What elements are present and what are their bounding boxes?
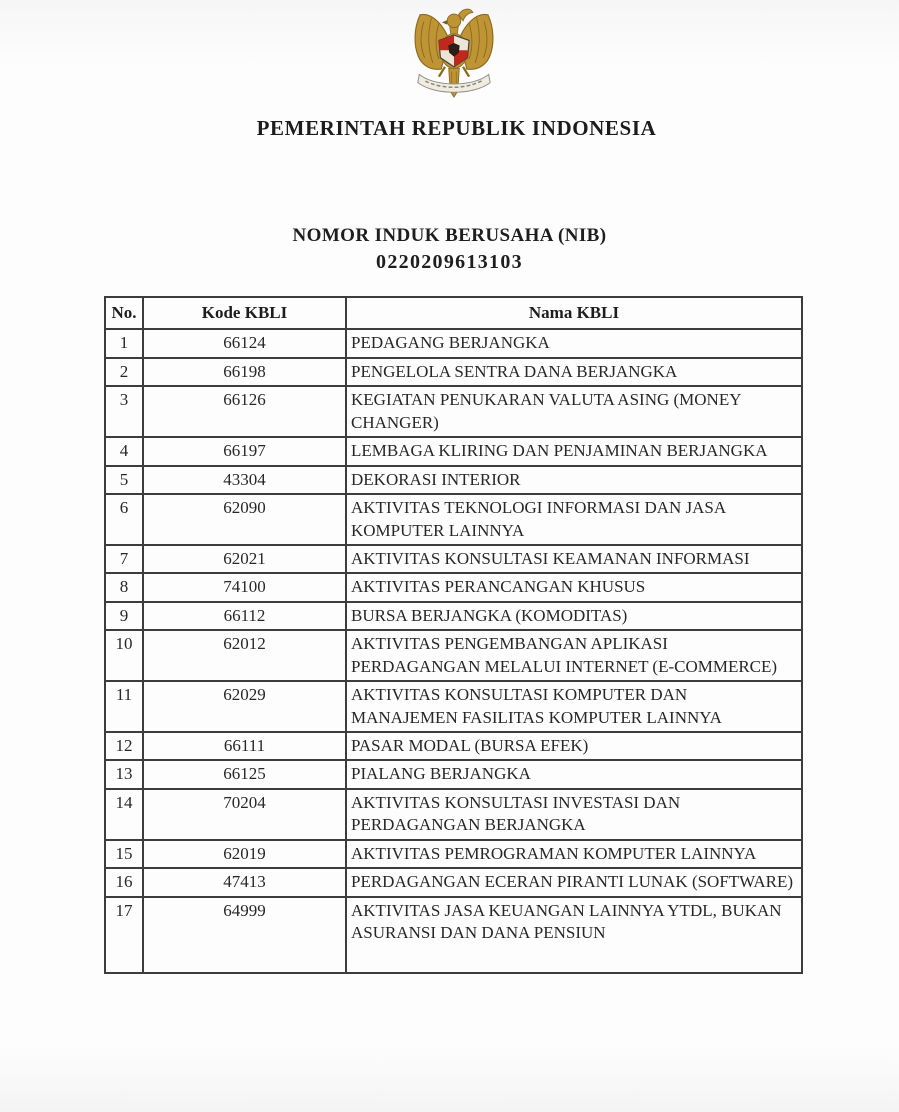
kbli-name: AKTIVITAS JASA KEUANGAN LAINNYA YTDL, BUKAN ASURANSI DAN DANA PENSIUN [346, 897, 802, 973]
kbli-code: 70204 [143, 789, 346, 840]
table-row [105, 386, 802, 437]
kbli-code: 66112 [143, 602, 346, 630]
row-number: 7 [105, 545, 143, 573]
table-row [105, 868, 802, 896]
row-number: 9 [105, 602, 143, 630]
kbli-code: 62012 [143, 630, 346, 681]
row-number: 1 [105, 329, 143, 357]
kbli-name: AKTIVITAS KONSULTASI INVESTASI DAN PERDAGANGAN BERJANGKA [346, 789, 802, 840]
kbli-code: 66126 [143, 386, 346, 437]
kbli-code: 62021 [143, 545, 346, 573]
kbli-name: PEDAGANG BERJANGKA [346, 329, 802, 357]
table-row [105, 630, 802, 681]
row-number: 5 [105, 466, 143, 494]
document-title: NOMOR INDUK BERUSAHA (NIB) [292, 225, 607, 246]
kbli-code: 74100 [143, 573, 346, 601]
row-number: 14 [105, 789, 143, 840]
row-number: 10 [105, 630, 143, 681]
column-header-kode: Kode KBLI [143, 297, 346, 329]
kbli-name: AKTIVITAS KONSULTASI KEAMANAN INFORMASI [346, 545, 802, 573]
row-number: 2 [105, 358, 143, 386]
kbli-name: AKTIVITAS KONSULTASI KOMPUTER DAN MANAJEMEN FASILITAS KOMPUTER LAINNYA [346, 681, 802, 732]
row-number: 3 [105, 386, 143, 437]
table-row [105, 681, 802, 732]
kbli-name: AKTIVITAS PENGEMBANGAN APLIKASI PERDAGANGAN MELALUI INTERNET (E-COMMERCE) [346, 630, 802, 681]
table-row [105, 897, 802, 973]
kbli-code: 66198 [143, 358, 346, 386]
kbli-code: 66124 [143, 329, 346, 357]
nib-number: 0220209613103 [376, 251, 523, 273]
government-title: PEMERINTAH REPUBLIK INDONESIA [256, 116, 657, 140]
kbli-name: BURSA BERJANGKA (KOMODITAS) [346, 602, 802, 630]
kbli-table [104, 296, 803, 974]
document-heading [0, 223, 899, 275]
kbli-name: DEKORASI INTERIOR [346, 466, 802, 494]
table-row [105, 358, 802, 386]
kbli-code: 62029 [143, 681, 346, 732]
table-row [105, 437, 802, 465]
kbli-code: 47413 [143, 868, 346, 896]
table-row [105, 840, 802, 868]
table-row [105, 329, 802, 357]
table-row [105, 602, 802, 630]
column-header-nama: Nama KBLI [346, 297, 802, 329]
row-number: 6 [105, 494, 143, 545]
row-number: 11 [105, 681, 143, 732]
row-number: 17 [105, 897, 143, 973]
table-row [105, 789, 802, 840]
kbli-name: PIALANG BERJANGKA [346, 760, 802, 788]
kbli-code: 66197 [143, 437, 346, 465]
row-number: 16 [105, 868, 143, 896]
kbli-code: 62019 [143, 840, 346, 868]
kbli-name: KEGIATAN PENUKARAN VALUTA ASING (MONEY CHANGER) [346, 386, 802, 437]
kbli-name: AKTIVITAS PEMROGRAMAN KOMPUTER LAINNYA [346, 840, 802, 868]
kbli-name: LEMBAGA KLIRING DAN PENJAMINAN BERJANGKA [346, 437, 802, 465]
row-number: 4 [105, 437, 143, 465]
kbli-name: AKTIVITAS PERANCANGAN KHUSUS [346, 573, 802, 601]
row-number: 15 [105, 840, 143, 868]
kbli-name: PERDAGANGAN ECERAN PIRANTI LUNAK (SOFTWARE) [346, 868, 802, 896]
kbli-code: 62090 [143, 494, 346, 545]
kbli-code: 64999 [143, 897, 346, 973]
garuda-pancasila-emblem [408, 5, 500, 103]
kbli-name: PASAR MODAL (BURSA EFEK) [346, 732, 802, 760]
table-row [105, 573, 802, 601]
kbli-code: 43304 [143, 466, 346, 494]
table-header-row [105, 297, 802, 329]
kbli-name: PENGELOLA SENTRA DANA BERJANGKA [346, 358, 802, 386]
table-row [105, 760, 802, 788]
table-row [105, 732, 802, 760]
table-row [105, 466, 802, 494]
kbli-code: 66111 [143, 732, 346, 760]
kbli-name: AKTIVITAS TEKNOLOGI INFORMASI DAN JASA KOMPUTER LAINNYA [346, 494, 802, 545]
column-header-no: No. [105, 297, 143, 329]
kbli-code: 66125 [143, 760, 346, 788]
row-number: 12 [105, 732, 143, 760]
table-row [105, 545, 802, 573]
table-row [105, 494, 802, 545]
row-number: 8 [105, 573, 143, 601]
row-number: 13 [105, 760, 143, 788]
